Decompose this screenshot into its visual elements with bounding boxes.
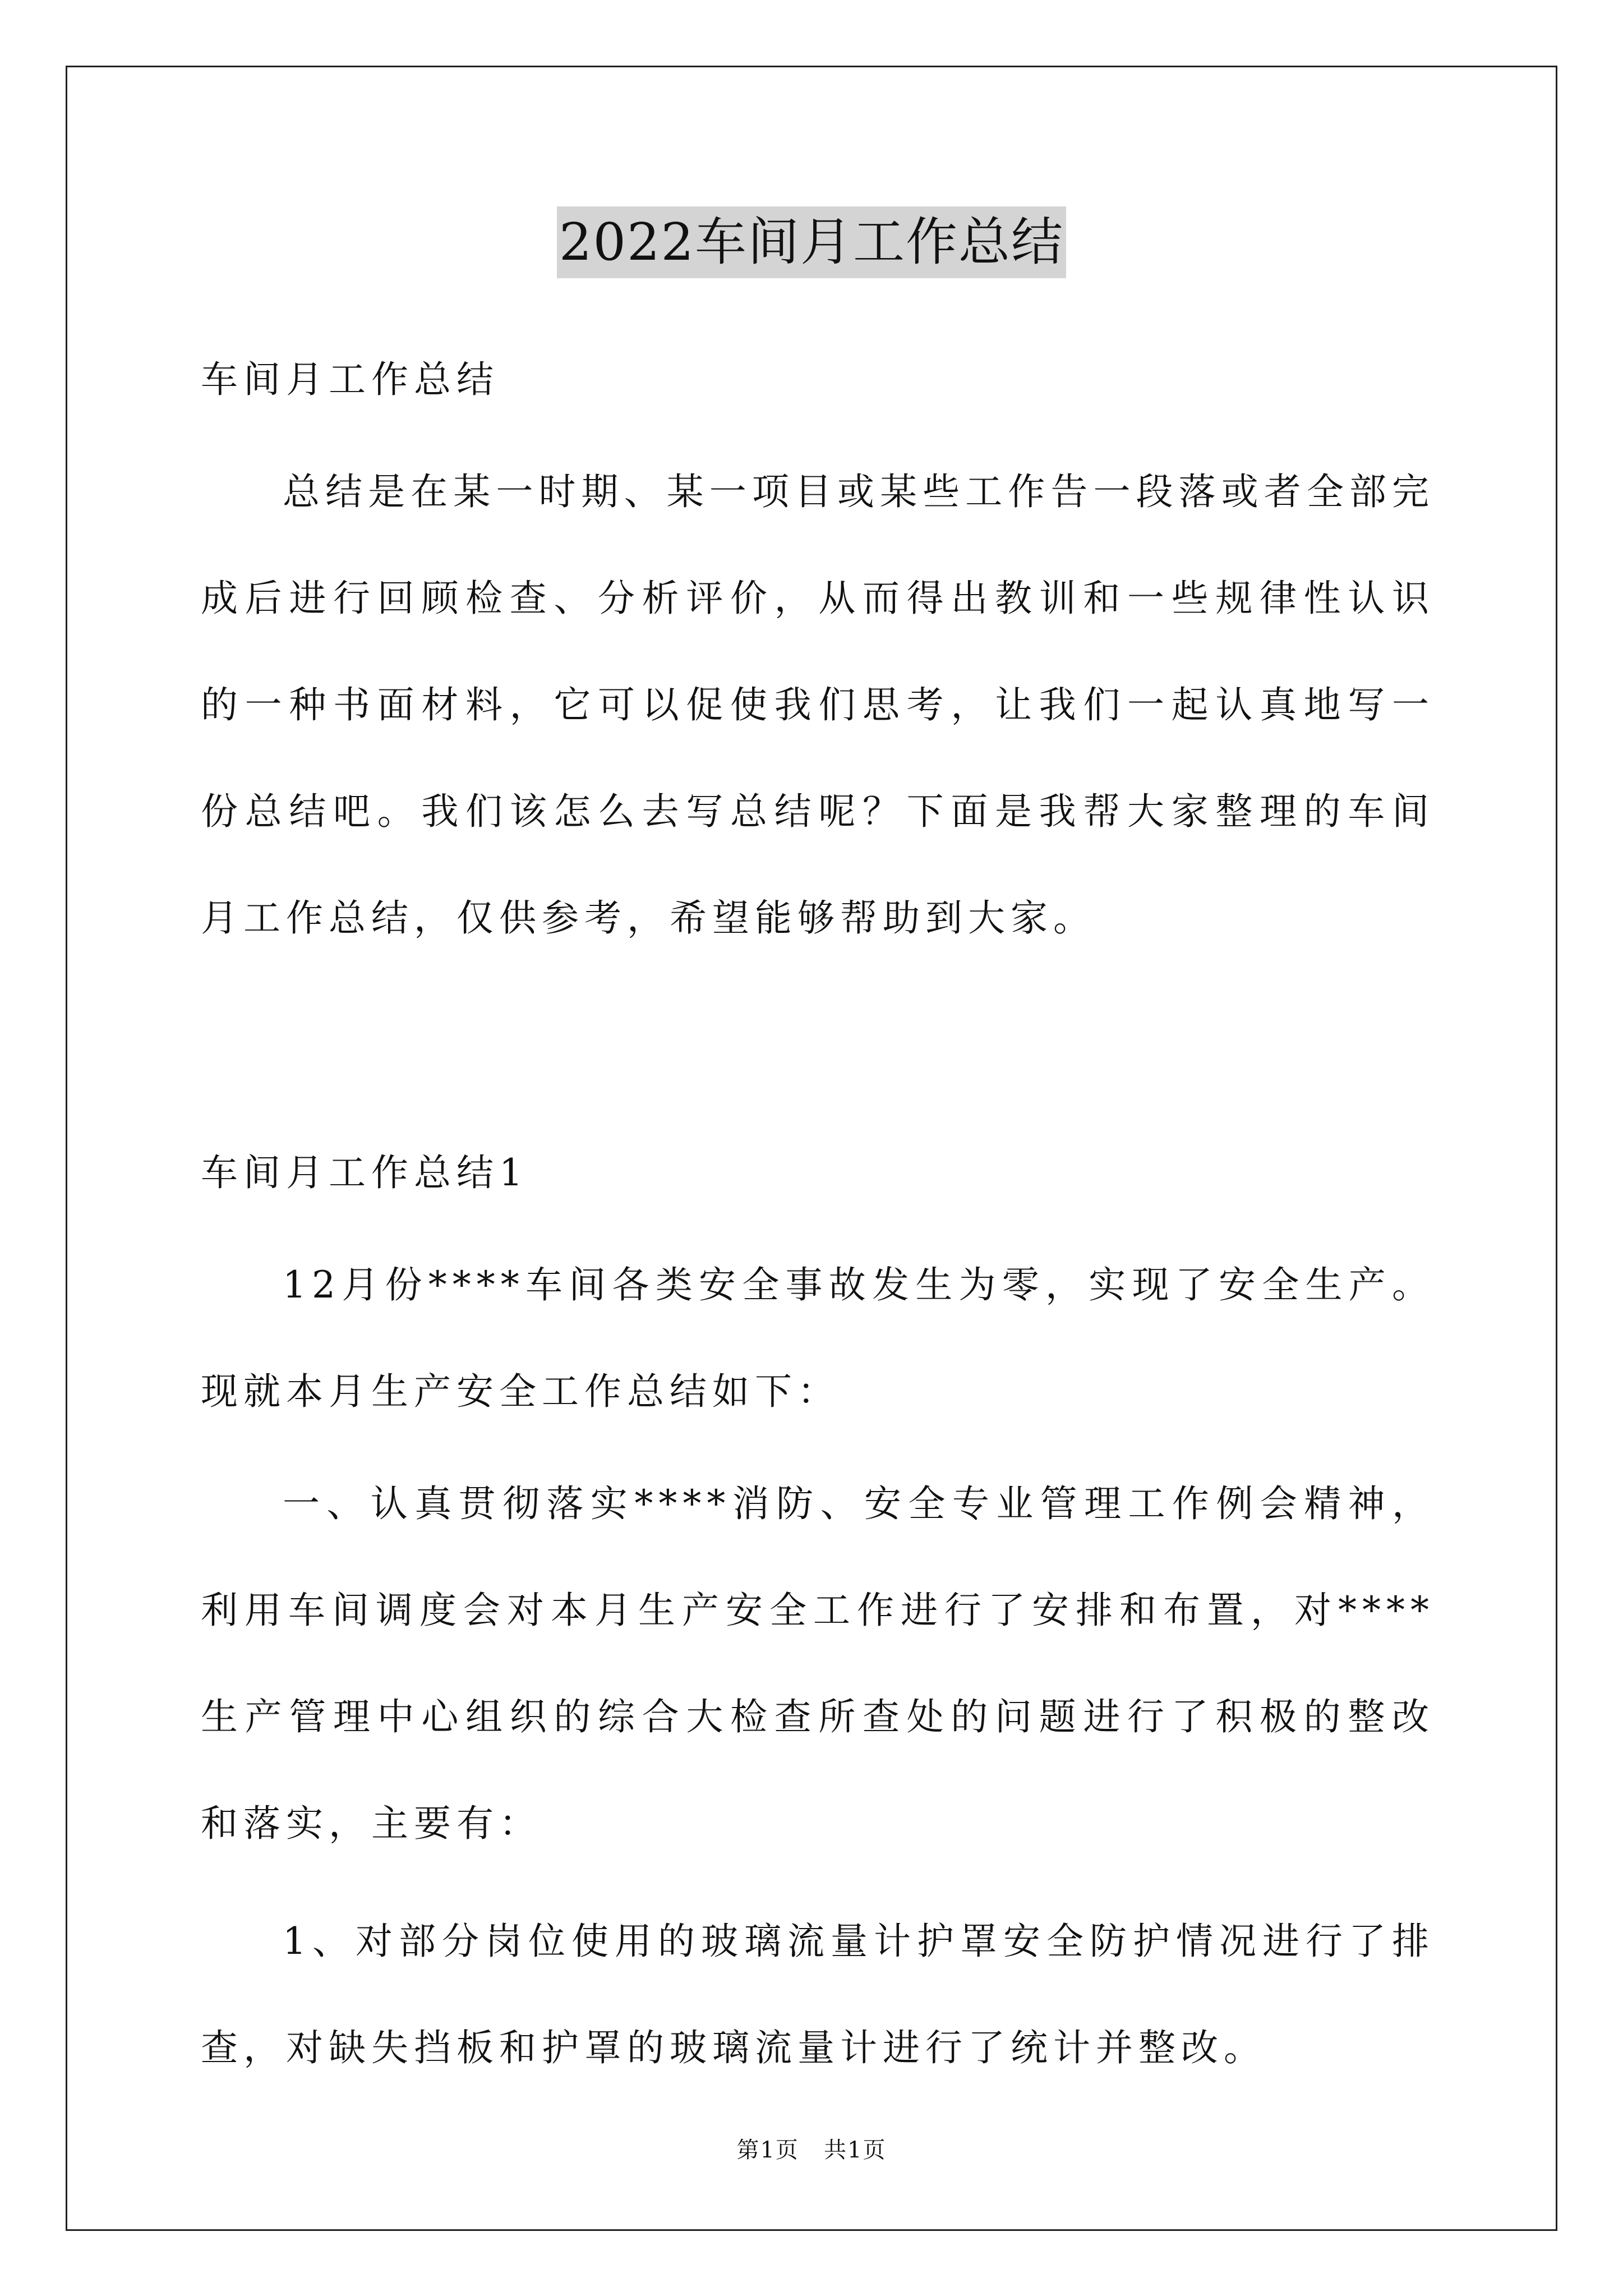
document-title: 2022车间月工作总结 [557,206,1066,278]
body-paragraph-1: 12月份****车间各类安全事故发生为零，实现了安全生产。现就本月生产安全工作总结如下： [201,1263,1435,1413]
page-footer: 第1页 共1页 [736,2137,887,2163]
body-paragraph-3: 1、对部分岗位使用的玻璃流量计护罩安全防护情况进行了排查，对缺失挡板和护罩的玻璃流量计进行了统计并整改。 [201,1920,1435,2069]
section-heading: 车间月工作总结1 [201,1151,528,1194]
intro-paragraph: 总结是在某一时期、某一项目或某些工作告一段落或者全部完成后进行回顾检查、分析评价，从而得出教训和一些规律性认识的一种书面材料，它可以促使我们思考，让我们一起认真地写一份总结吧。我们该怎么去写总结呢？下面是我帮大家整理的车间月工作总结，仅供参考，希望能够帮助到大家。 [201,470,1435,940]
title-container [0,206,1623,278]
document-subtitle: 车间月工作总结 [201,358,499,401]
body-paragraph-2: 一、认真贯彻落实****消防、安全专业管理工作例会精神，利用车间调度会对本月生产安全工作进行了安排和布置，对****生产管理中心组织的综合大检查所查处的问题进行了积极的整改和落实，主要有： [201,1482,1435,1845]
